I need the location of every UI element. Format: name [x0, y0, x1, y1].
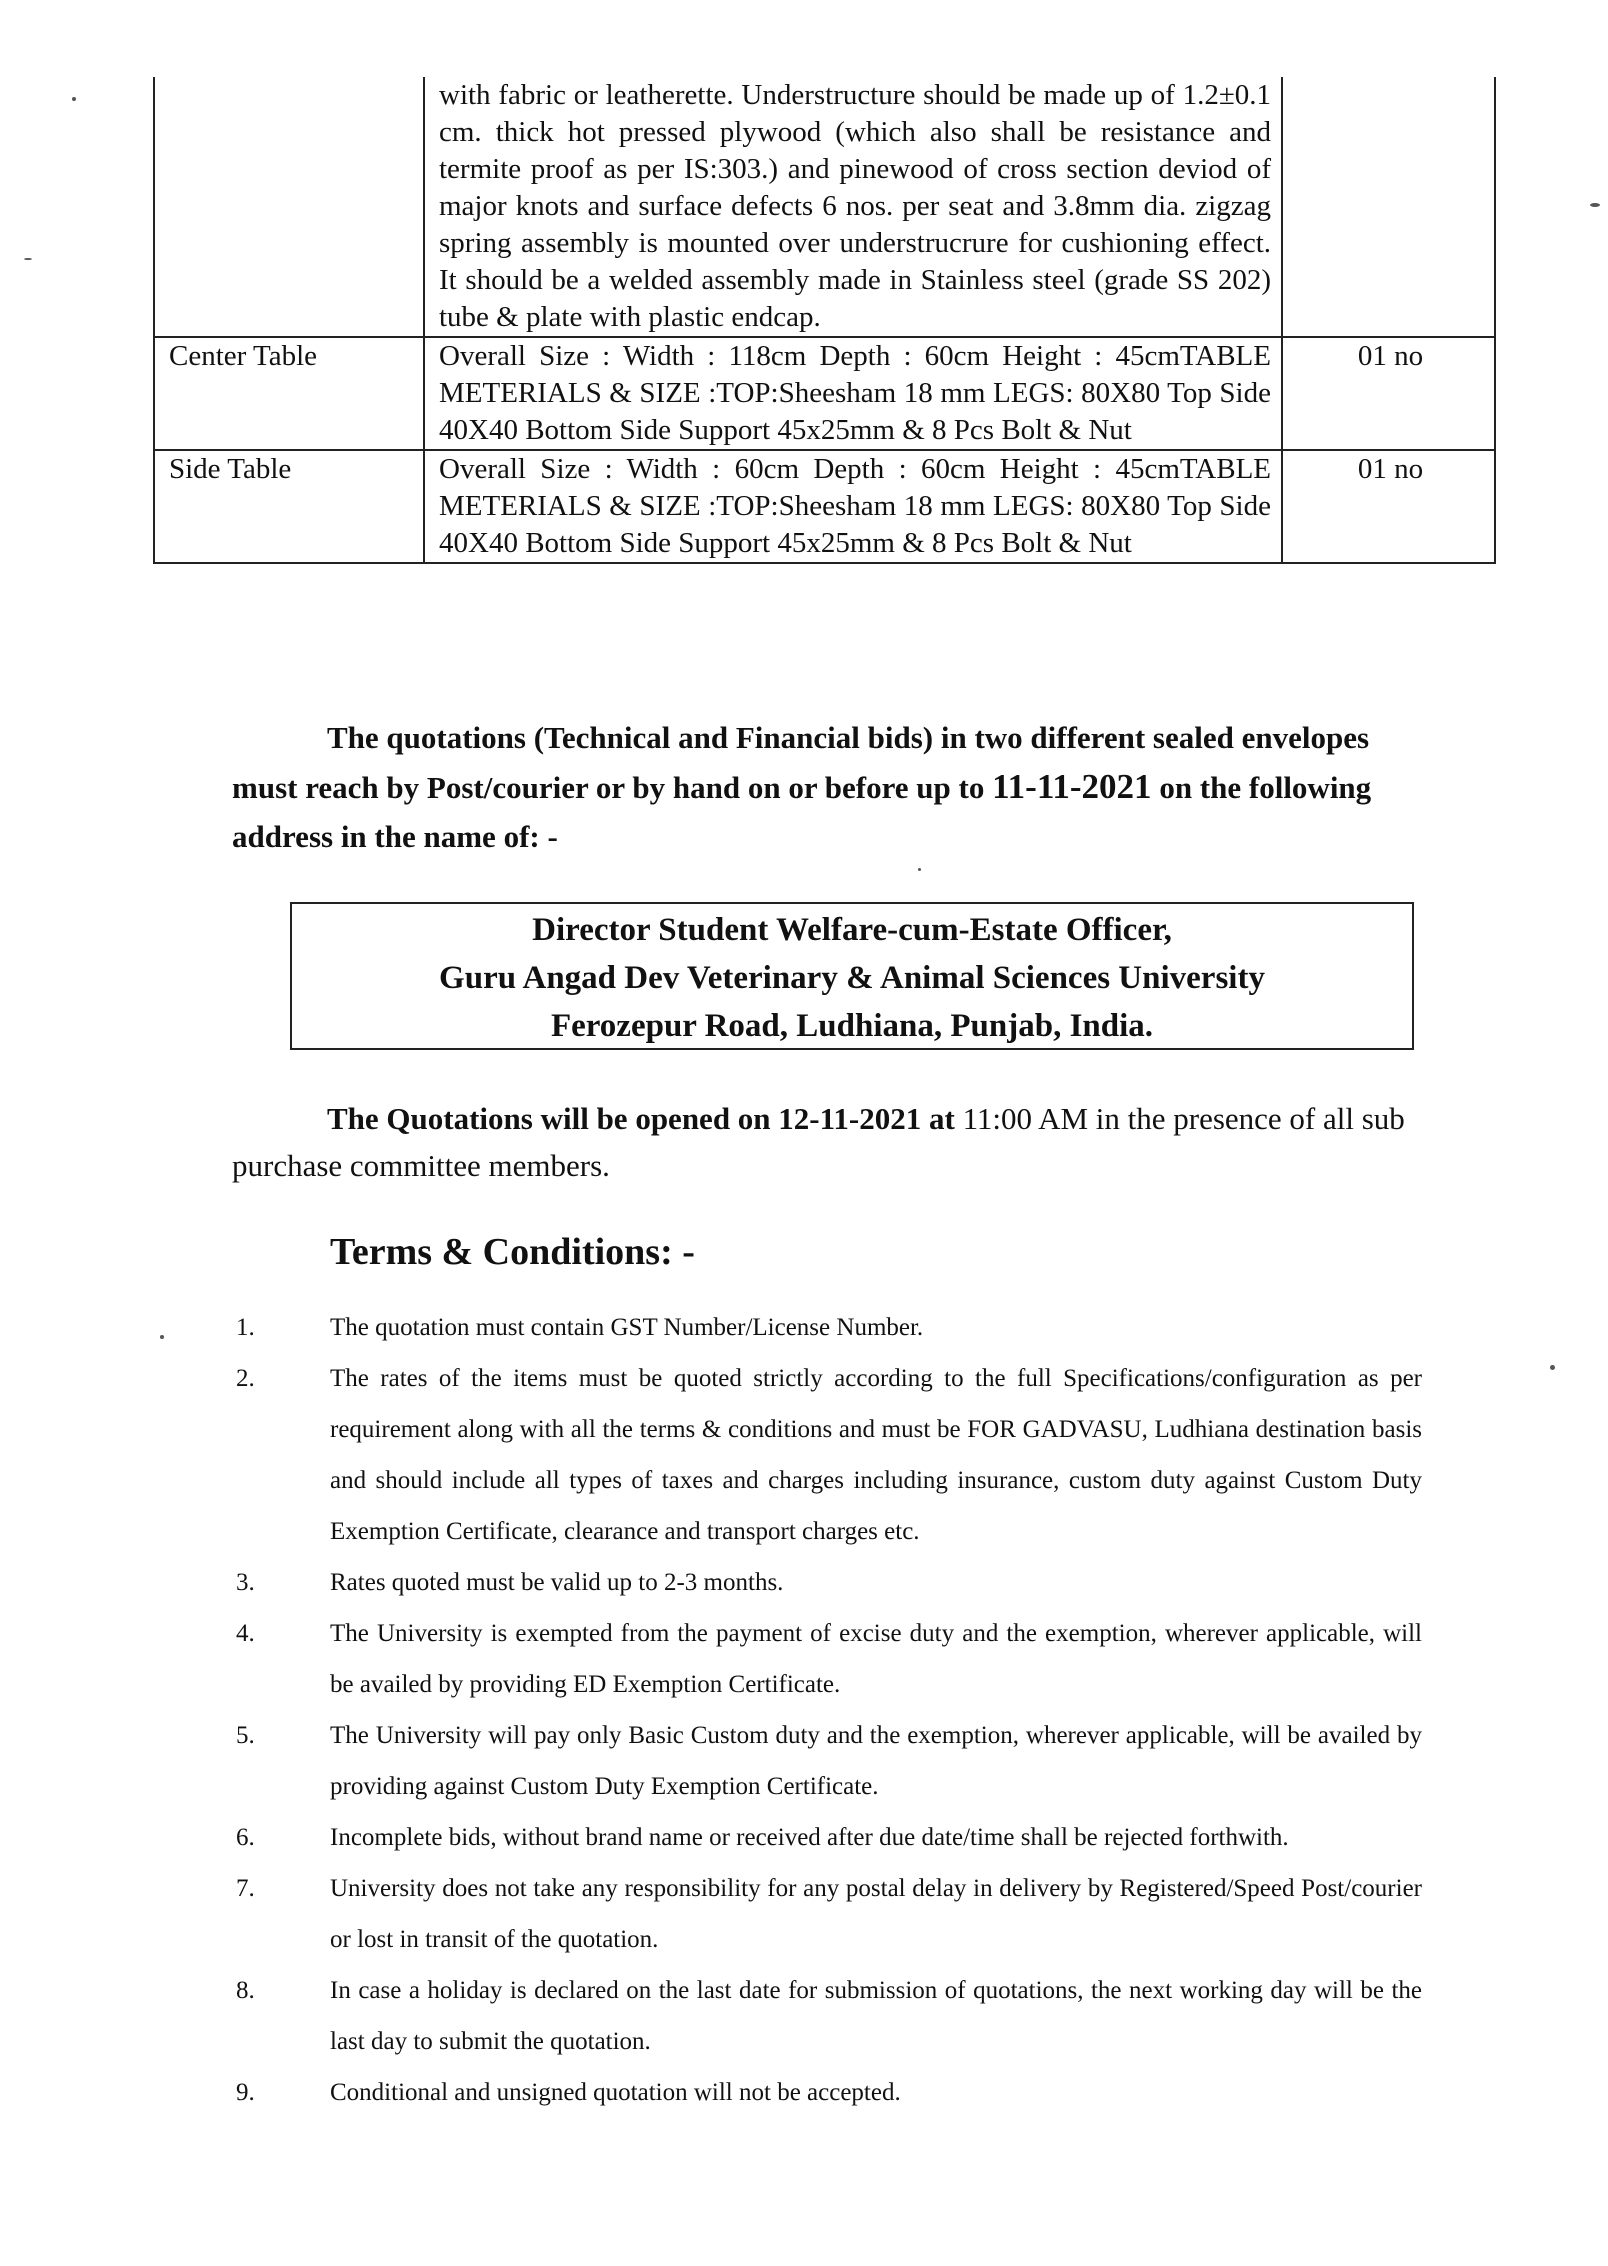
term-number: 4. — [236, 1620, 255, 1647]
address-line: Guru Angad Dev Veterinary & Animal Sciences University — [439, 960, 1265, 996]
table-row — [154, 450, 1495, 563]
term-text: Conditional and unsigned quotation will not be accepted. — [330, 2079, 901, 2106]
item-description-cell: with fabric or leatherette. Understructure should be made up of 1.2±0.1 cm. thick hot pressed plywood (which also shall be resistance and termite proof as per IS:303.) and pinewood of cross section deviod of major knots and surface defects 6 nos. per seat and 3.8mm dia. zigzag spring assembly is mounted over understrucrure for cushioning effect. It should be a welded assembly made in Stainless steel (grade SS 202) tube & plate with plastic endcap. — [424, 77, 1282, 337]
list-item — [232, 1353, 1422, 1557]
list-item — [232, 2067, 1422, 2118]
list-item — [232, 1608, 1422, 1710]
term-number: 9. — [236, 2079, 255, 2106]
list-item — [232, 1710, 1422, 1812]
term-number: 2. — [236, 1365, 255, 1392]
item-name-cell — [154, 77, 424, 337]
scan-speck — [918, 868, 921, 871]
item-quantity-cell: 01 no — [1282, 450, 1495, 563]
address-box — [290, 902, 1414, 1050]
term-number: 3. — [236, 1569, 255, 1596]
submission-text-after: on the following address in the name of: - — [232, 770, 1372, 854]
table-row — [154, 77, 1495, 337]
address-line: Director Student Welfare-cum-Estate Officer, — [532, 912, 1172, 948]
table-row — [154, 337, 1495, 450]
item-quantity-cell: 01 no — [1282, 337, 1495, 450]
opening-paragraph — [232, 1095, 1422, 1189]
term-text: In case a holiday is declared on the last date for submission of quotations, the next working day will be the last day to submit the quotation. — [330, 1977, 1422, 2055]
scan-speck — [160, 1335, 164, 1339]
item-name-cell: Center Table — [154, 337, 424, 450]
list-item — [232, 1965, 1422, 2067]
scan-speck — [1590, 203, 1600, 207]
term-text: The rates of the items must be quoted strictly according to the full Specifications/configuration as per requirement along with all the terms & conditions and must be FOR GADVASU, Ludhiana destination basis and should include all types of taxes and charges including insurance, custom duty against Custom Duty Exemption Certificate, clearance and transport charges etc. — [330, 1365, 1422, 1545]
term-text: The University is exempted from the payment of excise duty and the exemption, wherever applicable, will be availed by providing ED Exemption Certificate. — [330, 1620, 1422, 1698]
term-text: The quotation must contain GST Number/License Number. — [330, 1314, 924, 1341]
term-text: Rates quoted must be valid up to 2-3 months. — [330, 1569, 784, 1596]
opening-bold-text: The Quotations will be opened on 12-11-2021 at — [327, 1101, 955, 1136]
item-name-cell: Side Table — [154, 450, 424, 563]
item-description-cell: Overall Size : Width : 60cm Depth : 60cm Height : 45cmTABLE METERIALS & SIZE :TOP:Sheesham 18 mm LEGS: 80X80 Top Side 40X40 Bottom Side Support 45x25mm & 8 Pcs Bolt & Nut — [424, 450, 1282, 563]
term-number: 6. — [236, 1824, 255, 1851]
item-description-cell: Overall Size : Width : 118cm Depth : 60cm Height : 45cmTABLE METERIALS & SIZE :TOP:Sheesham 18 mm LEGS: 80X80 Top Side 40X40 Bottom Side Support 45x25mm & 8 Pcs Bolt & Nut — [424, 337, 1282, 450]
opening-text: 11:00 AM in the presence of all sub purchase committee members. — [232, 1101, 1405, 1183]
item-quantity-cell — [1282, 77, 1495, 337]
list-item — [232, 1557, 1422, 1608]
term-text: University does not take any responsibility for any postal delay in delivery by Registered/Speed Post/courier or lost in transit of the quotation. — [330, 1875, 1422, 1953]
scan-speck — [1550, 1365, 1555, 1370]
terms-heading: Terms & Conditions: - — [330, 1231, 695, 1273]
submission-date: 11-11-2021 — [992, 767, 1152, 806]
scan-speck — [72, 97, 76, 101]
term-number: 5. — [236, 1722, 255, 1749]
address-line: Ferozepur Road, Ludhiana, Punjab, India. — [550, 1008, 1154, 1044]
term-number: 8. — [236, 1977, 255, 2004]
term-text: The University will pay only Basic Custom duty and the exemption, wherever applicable, will be availed by providing against Custom Duty Exemption Certificate. — [330, 1722, 1422, 1800]
term-number: 7. — [236, 1875, 255, 1902]
term-text: Incomplete bids, without brand name or received after due date/time shall be rejected forthwith. — [330, 1824, 1289, 1851]
terms-list — [232, 1302, 1422, 2118]
submission-paragraph — [232, 713, 1417, 861]
scan-speck — [24, 258, 32, 260]
list-item — [232, 1812, 1422, 1863]
list-item — [232, 1302, 1422, 1353]
list-item — [232, 1863, 1422, 1965]
specification-table — [153, 77, 1496, 564]
submission-text: The quotations (Technical and Financial bids) in two different sealed envelopes must reach by Post/courier or by hand on or before up to — [232, 720, 1370, 805]
term-number: 1. — [236, 1314, 255, 1341]
